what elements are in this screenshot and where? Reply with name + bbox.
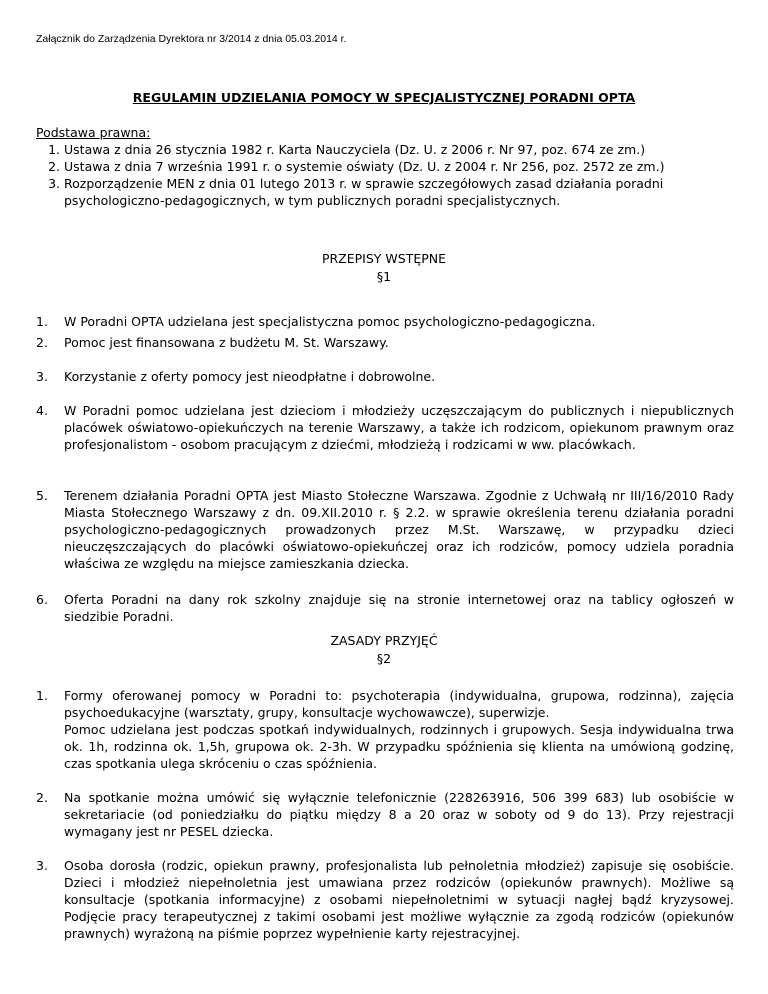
section2-heading: ZASADY PRZYJĘĆ [330, 633, 438, 648]
legal-basis-item-text: Ustawa z dnia 7 września 1991 r. o systemie oświaty (Dz. U. z 2004 r. Nr 256, poz. 2572 ze zm.) [64, 159, 665, 174]
section1-item-6 [36, 591, 734, 625]
item-text-continued: Pomoc udzielana jest podczas spotkań indywidualnych, rodzinnych i grupowych. Sesja indywidualna trwa ok. 1h, rodzinna ok. 1,5h, grupowa ok. 2-3h. W przypadku spóźnienia się klienta na umówioną godzinę, czas spotkania ulega skróceniu o czas spóźnienia. [64, 722, 734, 771]
legal-basis-item-number: 2. [48, 159, 60, 174]
legal-basis [36, 124, 736, 209]
item-text: Terenem działania Poradni OPTA jest Miasto Stołeczne Warszawa. Zgodnie z Uchwałą nr III/16/2010 Rady Miasta Stołecznego Warszawy z dn. 09.XII.2010 r. § 2.2. w sprawie określenia terenu działania poradni psychologiczno-pedagogicznych prowadzonych przez M.St. Warszawę, w przypadku dzieci nieuczęszczających do placówki oświatowo-opiekuńczej oraz ich rodziców, pomocy udziela poradnia właściwa ze względu na miejsce zamieszkania dziecka. [64, 488, 734, 571]
legal-basis-item [36, 141, 736, 158]
item-number: 2. [36, 790, 48, 805]
item-number: 1. [36, 314, 48, 329]
item-number: 3. [36, 858, 48, 873]
section2-paragraph-sign: §2 [376, 651, 392, 666]
item-text: Oferta Poradni na dany rok szkolny znajduje się na stronie internetowej oraz na tablicy ogłoszeń w siedzibie Poradni. [64, 592, 734, 624]
section2-item-1 [36, 687, 734, 772]
section1-item-4 [36, 402, 734, 453]
legal-basis-item-number: 3. [48, 176, 60, 191]
section2-item-3 [36, 857, 734, 942]
section1-item-2 [36, 334, 734, 351]
item-text: Na spotkanie można umówić się wyłącznie telefonicznie (228263916, 506 399 683) lub osobiście w sekretariacie (od poniedziałku do piątku między 8 a 20 oraz w soboty od 9 do 13). Przy rejestracji wymagany jest nr PESEL dziecka. [64, 790, 734, 839]
section2-item-2 [36, 789, 734, 840]
item-number: 1. [36, 688, 48, 703]
item-text-block [64, 687, 734, 772]
legal-basis-list [36, 141, 736, 209]
item-number: 5. [36, 488, 48, 503]
legal-basis-heading: Podstawa prawna: [36, 125, 151, 140]
section1-item-1 [36, 313, 734, 330]
item-text: Osoba dorosła (rodzic, opiekun prawny, profesjonalista lub pełnoletnia młodzież) zapisuje się osobiście. Dzieci i młodzież niepełnoletnia jest umawiana przez rodziców (opiekunów prawnych). Możliwe są konsultacje (spotkania informacyjne) z osobami niepełnoletnimi w sytuacji nagłej bądź kryzysowej. Podjęcie pracy terapeutycznej z takimi osobami jest możliwe wyłącznie za zgodą rodziców (opiekunów prawnych) wyrażoną na piśmie poprzez wypełnienie karty rejestracyjnej. [64, 858, 734, 941]
item-number: 4. [36, 403, 48, 418]
legal-basis-item-text: Ustawa z dnia 26 stycznia 1982 r. Karta Nauczyciela (Dz. U. z 2006 r. Nr 97, poz. 674 ze zm.) [64, 142, 646, 157]
document-title: REGULAMIN UDZIELANIA POMOCY W SPECJALISTYCZNEJ PORADNI OPTA [132, 90, 636, 105]
legal-basis-item [36, 175, 736, 209]
legal-basis-item [36, 158, 736, 175]
legal-basis-item-text: Rozporządzenie MEN z dnia 01 lutego 2013 r. w sprawie szczegółowych zasad działania poradni psychologiczno-pedagogicznych, w tym publicznych poradni specjalistycznych. [64, 176, 664, 208]
item-number: 6. [36, 592, 48, 607]
section1-item-3 [36, 368, 734, 385]
item-text: W Poradni pomoc udzielana jest dzieciom i młodzieży uczęszczającym do publicznych i niepublicznych placówek oświatowo-opiekuńczych na terenie Warszawy, a także ich rodzicom, opiekunom prawnym oraz profesjonalistom - osobom pracującym z dziećmi, młodzieżą i rodzicami w ww. placówkach. [64, 403, 734, 452]
item-text: Formy oferowanej pomocy w Poradni to: psychoterapia (indywidualna, grupowa, rodzinna), zajęcia psychoedukacyjne (warsztaty, grupy, konsultacje wychowawcze), superwizje. [64, 688, 734, 720]
item-number: 2. [36, 335, 48, 350]
item-text: Pomoc jest finansowana z budżetu M. St. Warszawy. [64, 335, 389, 350]
item-text: W Poradni OPTA udzielana jest specjalistyczna pomoc psychologiczno-pedagogiczna. [64, 314, 596, 329]
section1-heading: PRZEPISY WSTĘPNE [321, 251, 447, 266]
item-text: Korzystanie z oferty pomocy jest nieodpłatne i dobrowolne. [64, 369, 436, 384]
item-number: 3. [36, 369, 48, 384]
section1-item-5 [36, 487, 734, 572]
header-note: Załącznik do Zarządzenia Dyrektora nr 3/2014 z dnia 05.03.2014 r. [36, 33, 347, 45]
section1-paragraph-sign: §1 [376, 269, 392, 284]
legal-basis-item-number: 1. [48, 142, 60, 157]
